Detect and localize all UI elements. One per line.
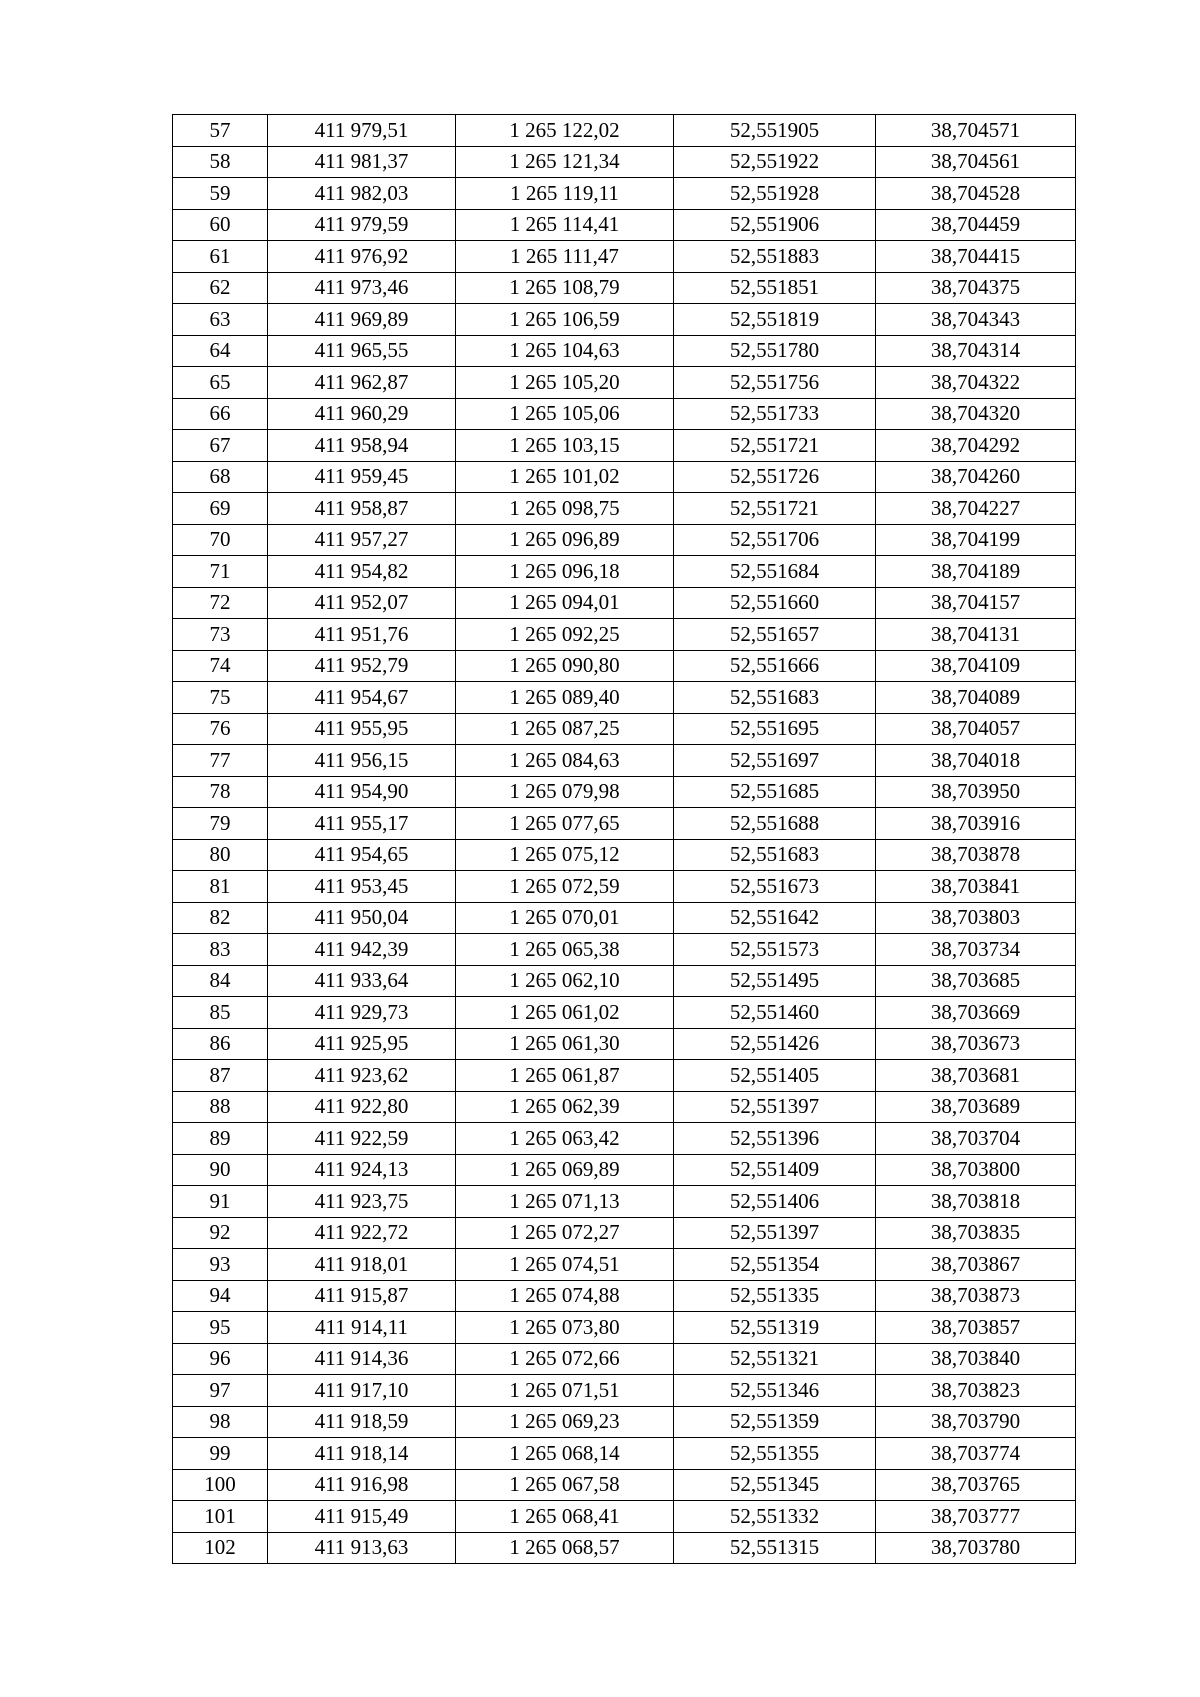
point-number-cell: 59 bbox=[173, 178, 268, 210]
longitude-cell: 38,703704 bbox=[876, 1123, 1076, 1155]
point-number-cell: 89 bbox=[173, 1123, 268, 1155]
x-coordinate-cell: 411 922,59 bbox=[268, 1123, 456, 1155]
y-coordinate-cell: 1 265 111,47 bbox=[456, 241, 674, 273]
y-coordinate-cell: 1 265 073,80 bbox=[456, 1312, 674, 1344]
longitude-cell: 38,703765 bbox=[876, 1469, 1076, 1501]
y-coordinate-cell: 1 265 068,57 bbox=[456, 1532, 674, 1564]
x-coordinate-cell: 411 956,15 bbox=[268, 745, 456, 777]
x-coordinate-cell: 411 955,17 bbox=[268, 808, 456, 840]
point-number-cell: 76 bbox=[173, 713, 268, 745]
table-row bbox=[173, 304, 1076, 336]
x-coordinate-cell: 411 916,98 bbox=[268, 1469, 456, 1501]
latitude-cell: 52,551406 bbox=[674, 1186, 876, 1218]
point-number-cell: 74 bbox=[173, 650, 268, 682]
y-coordinate-cell: 1 265 092,25 bbox=[456, 619, 674, 651]
table-row bbox=[173, 1028, 1076, 1060]
latitude-cell: 52,551657 bbox=[674, 619, 876, 651]
table-row bbox=[173, 1532, 1076, 1564]
longitude-cell: 38,704561 bbox=[876, 146, 1076, 178]
x-coordinate-cell: 411 942,39 bbox=[268, 934, 456, 966]
y-coordinate-cell: 1 265 072,59 bbox=[456, 871, 674, 903]
x-coordinate-cell: 411 929,73 bbox=[268, 997, 456, 1029]
longitude-cell: 38,704343 bbox=[876, 304, 1076, 336]
y-coordinate-cell: 1 265 094,01 bbox=[456, 587, 674, 619]
point-number-cell: 68 bbox=[173, 461, 268, 493]
longitude-cell: 38,703840 bbox=[876, 1343, 1076, 1375]
x-coordinate-cell: 411 918,01 bbox=[268, 1249, 456, 1281]
table-row bbox=[173, 619, 1076, 651]
latitude-cell: 52,551642 bbox=[674, 902, 876, 934]
latitude-cell: 52,551683 bbox=[674, 839, 876, 871]
y-coordinate-cell: 1 265 090,80 bbox=[456, 650, 674, 682]
y-coordinate-cell: 1 265 071,51 bbox=[456, 1375, 674, 1407]
point-number-cell: 98 bbox=[173, 1406, 268, 1438]
x-coordinate-cell: 411 981,37 bbox=[268, 146, 456, 178]
x-coordinate-cell: 411 914,36 bbox=[268, 1343, 456, 1375]
y-coordinate-cell: 1 265 067,58 bbox=[456, 1469, 674, 1501]
table-row bbox=[173, 1123, 1076, 1155]
point-number-cell: 86 bbox=[173, 1028, 268, 1060]
longitude-cell: 38,703780 bbox=[876, 1532, 1076, 1564]
longitude-cell: 38,704375 bbox=[876, 272, 1076, 304]
y-coordinate-cell: 1 265 106,59 bbox=[456, 304, 674, 336]
table-row bbox=[173, 146, 1076, 178]
y-coordinate-cell: 1 265 084,63 bbox=[456, 745, 674, 777]
longitude-cell: 38,703950 bbox=[876, 776, 1076, 808]
table-row bbox=[173, 1343, 1076, 1375]
table-row bbox=[173, 839, 1076, 871]
y-coordinate-cell: 1 265 108,79 bbox=[456, 272, 674, 304]
latitude-cell: 52,551819 bbox=[674, 304, 876, 336]
longitude-cell: 38,703673 bbox=[876, 1028, 1076, 1060]
latitude-cell: 52,551409 bbox=[674, 1154, 876, 1186]
table-row bbox=[173, 1249, 1076, 1281]
latitude-cell: 52,551405 bbox=[674, 1060, 876, 1092]
point-number-cell: 82 bbox=[173, 902, 268, 934]
longitude-cell: 38,704528 bbox=[876, 178, 1076, 210]
y-coordinate-cell: 1 265 119,11 bbox=[456, 178, 674, 210]
x-coordinate-cell: 411 953,45 bbox=[268, 871, 456, 903]
table-row bbox=[173, 776, 1076, 808]
y-coordinate-cell: 1 265 063,42 bbox=[456, 1123, 674, 1155]
x-coordinate-cell: 411 958,87 bbox=[268, 493, 456, 525]
table-row bbox=[173, 934, 1076, 966]
latitude-cell: 52,551321 bbox=[674, 1343, 876, 1375]
latitude-cell: 52,551359 bbox=[674, 1406, 876, 1438]
latitude-cell: 52,551733 bbox=[674, 398, 876, 430]
y-coordinate-cell: 1 265 121,34 bbox=[456, 146, 674, 178]
table-row bbox=[173, 209, 1076, 241]
y-coordinate-cell: 1 265 070,01 bbox=[456, 902, 674, 934]
longitude-cell: 38,703777 bbox=[876, 1501, 1076, 1533]
point-number-cell: 87 bbox=[173, 1060, 268, 1092]
x-coordinate-cell: 411 925,95 bbox=[268, 1028, 456, 1060]
point-number-cell: 80 bbox=[173, 839, 268, 871]
x-coordinate-cell: 411 955,95 bbox=[268, 713, 456, 745]
x-coordinate-cell: 411 954,67 bbox=[268, 682, 456, 714]
longitude-cell: 38,703818 bbox=[876, 1186, 1076, 1218]
longitude-cell: 38,704089 bbox=[876, 682, 1076, 714]
point-number-cell: 65 bbox=[173, 367, 268, 399]
y-coordinate-cell: 1 265 114,41 bbox=[456, 209, 674, 241]
table-row bbox=[173, 524, 1076, 556]
point-number-cell: 64 bbox=[173, 335, 268, 367]
point-number-cell: 67 bbox=[173, 430, 268, 462]
longitude-cell: 38,704571 bbox=[876, 115, 1076, 147]
x-coordinate-cell: 411 979,51 bbox=[268, 115, 456, 147]
latitude-cell: 52,551666 bbox=[674, 650, 876, 682]
table-row bbox=[173, 965, 1076, 997]
y-coordinate-cell: 1 265 077,65 bbox=[456, 808, 674, 840]
x-coordinate-cell: 411 973,46 bbox=[268, 272, 456, 304]
y-coordinate-cell: 1 265 072,27 bbox=[456, 1217, 674, 1249]
y-coordinate-cell: 1 265 062,39 bbox=[456, 1091, 674, 1123]
y-coordinate-cell: 1 265 089,40 bbox=[456, 682, 674, 714]
latitude-cell: 52,551683 bbox=[674, 682, 876, 714]
y-coordinate-cell: 1 265 075,12 bbox=[456, 839, 674, 871]
point-number-cell: 96 bbox=[173, 1343, 268, 1375]
y-coordinate-cell: 1 265 079,98 bbox=[456, 776, 674, 808]
table-row bbox=[173, 1438, 1076, 1470]
x-coordinate-cell: 411 913,63 bbox=[268, 1532, 456, 1564]
x-coordinate-cell: 411 951,76 bbox=[268, 619, 456, 651]
x-coordinate-cell: 411 979,59 bbox=[268, 209, 456, 241]
point-number-cell: 84 bbox=[173, 965, 268, 997]
latitude-cell: 52,551905 bbox=[674, 115, 876, 147]
x-coordinate-cell: 411 982,03 bbox=[268, 178, 456, 210]
y-coordinate-cell: 1 265 065,38 bbox=[456, 934, 674, 966]
y-coordinate-cell: 1 265 104,63 bbox=[456, 335, 674, 367]
point-number-cell: 70 bbox=[173, 524, 268, 556]
point-number-cell: 75 bbox=[173, 682, 268, 714]
y-coordinate-cell: 1 265 074,51 bbox=[456, 1249, 674, 1281]
point-number-cell: 85 bbox=[173, 997, 268, 1029]
point-number-cell: 79 bbox=[173, 808, 268, 840]
y-coordinate-cell: 1 265 096,18 bbox=[456, 556, 674, 588]
table-row bbox=[173, 1406, 1076, 1438]
y-coordinate-cell: 1 265 069,89 bbox=[456, 1154, 674, 1186]
latitude-cell: 52,551883 bbox=[674, 241, 876, 273]
latitude-cell: 52,551726 bbox=[674, 461, 876, 493]
longitude-cell: 38,704057 bbox=[876, 713, 1076, 745]
table-row bbox=[173, 1217, 1076, 1249]
point-number-cell: 63 bbox=[173, 304, 268, 336]
x-coordinate-cell: 411 962,87 bbox=[268, 367, 456, 399]
longitude-cell: 38,703835 bbox=[876, 1217, 1076, 1249]
point-number-cell: 72 bbox=[173, 587, 268, 619]
point-number-cell: 73 bbox=[173, 619, 268, 651]
latitude-cell: 52,551573 bbox=[674, 934, 876, 966]
latitude-cell: 52,551906 bbox=[674, 209, 876, 241]
table-row bbox=[173, 241, 1076, 273]
table-row bbox=[173, 1501, 1076, 1533]
latitude-cell: 52,551345 bbox=[674, 1469, 876, 1501]
point-number-cell: 83 bbox=[173, 934, 268, 966]
x-coordinate-cell: 411 923,62 bbox=[268, 1060, 456, 1092]
x-coordinate-cell: 411 965,55 bbox=[268, 335, 456, 367]
point-number-cell: 77 bbox=[173, 745, 268, 777]
point-number-cell: 94 bbox=[173, 1280, 268, 1312]
point-number-cell: 61 bbox=[173, 241, 268, 273]
longitude-cell: 38,703857 bbox=[876, 1312, 1076, 1344]
point-number-cell: 60 bbox=[173, 209, 268, 241]
y-coordinate-cell: 1 265 071,13 bbox=[456, 1186, 674, 1218]
point-number-cell: 101 bbox=[173, 1501, 268, 1533]
table-row bbox=[173, 493, 1076, 525]
longitude-cell: 38,704459 bbox=[876, 209, 1076, 241]
y-coordinate-cell: 1 265 101,02 bbox=[456, 461, 674, 493]
longitude-cell: 38,703878 bbox=[876, 839, 1076, 871]
longitude-cell: 38,704157 bbox=[876, 587, 1076, 619]
table-row bbox=[173, 587, 1076, 619]
x-coordinate-cell: 411 915,49 bbox=[268, 1501, 456, 1533]
latitude-cell: 52,551319 bbox=[674, 1312, 876, 1344]
longitude-cell: 38,703867 bbox=[876, 1249, 1076, 1281]
longitude-cell: 38,704109 bbox=[876, 650, 1076, 682]
x-coordinate-cell: 411 914,11 bbox=[268, 1312, 456, 1344]
x-coordinate-cell: 411 922,72 bbox=[268, 1217, 456, 1249]
point-number-cell: 91 bbox=[173, 1186, 268, 1218]
y-coordinate-cell: 1 265 096,89 bbox=[456, 524, 674, 556]
x-coordinate-cell: 411 954,82 bbox=[268, 556, 456, 588]
y-coordinate-cell: 1 265 068,14 bbox=[456, 1438, 674, 1470]
latitude-cell: 52,551460 bbox=[674, 997, 876, 1029]
latitude-cell: 52,551355 bbox=[674, 1438, 876, 1470]
latitude-cell: 52,551851 bbox=[674, 272, 876, 304]
longitude-cell: 38,703916 bbox=[876, 808, 1076, 840]
longitude-cell: 38,704227 bbox=[876, 493, 1076, 525]
longitude-cell: 38,703790 bbox=[876, 1406, 1076, 1438]
point-number-cell: 100 bbox=[173, 1469, 268, 1501]
latitude-cell: 52,551684 bbox=[674, 556, 876, 588]
latitude-cell: 52,551346 bbox=[674, 1375, 876, 1407]
table-row bbox=[173, 461, 1076, 493]
y-coordinate-cell: 1 265 069,23 bbox=[456, 1406, 674, 1438]
table-row bbox=[173, 902, 1076, 934]
y-coordinate-cell: 1 265 122,02 bbox=[456, 115, 674, 147]
latitude-cell: 52,551721 bbox=[674, 493, 876, 525]
latitude-cell: 52,551697 bbox=[674, 745, 876, 777]
table-row bbox=[173, 1060, 1076, 1092]
x-coordinate-cell: 411 950,04 bbox=[268, 902, 456, 934]
longitude-cell: 38,703669 bbox=[876, 997, 1076, 1029]
longitude-cell: 38,704322 bbox=[876, 367, 1076, 399]
longitude-cell: 38,704199 bbox=[876, 524, 1076, 556]
latitude-cell: 52,551397 bbox=[674, 1091, 876, 1123]
table-row bbox=[173, 1312, 1076, 1344]
longitude-cell: 38,704189 bbox=[876, 556, 1076, 588]
latitude-cell: 52,551922 bbox=[674, 146, 876, 178]
latitude-cell: 52,551706 bbox=[674, 524, 876, 556]
table-row bbox=[173, 272, 1076, 304]
latitude-cell: 52,551396 bbox=[674, 1123, 876, 1155]
longitude-cell: 38,703823 bbox=[876, 1375, 1076, 1407]
x-coordinate-cell: 411 933,64 bbox=[268, 965, 456, 997]
y-coordinate-cell: 1 265 074,88 bbox=[456, 1280, 674, 1312]
latitude-cell: 52,551315 bbox=[674, 1532, 876, 1564]
table-row bbox=[173, 335, 1076, 367]
table-row bbox=[173, 808, 1076, 840]
y-coordinate-cell: 1 265 098,75 bbox=[456, 493, 674, 525]
y-coordinate-cell: 1 265 061,87 bbox=[456, 1060, 674, 1092]
longitude-cell: 38,703681 bbox=[876, 1060, 1076, 1092]
x-coordinate-cell: 411 923,75 bbox=[268, 1186, 456, 1218]
table-row bbox=[173, 1154, 1076, 1186]
longitude-cell: 38,704131 bbox=[876, 619, 1076, 651]
latitude-cell: 52,551335 bbox=[674, 1280, 876, 1312]
point-number-cell: 78 bbox=[173, 776, 268, 808]
x-coordinate-cell: 411 952,79 bbox=[268, 650, 456, 682]
x-coordinate-cell: 411 918,14 bbox=[268, 1438, 456, 1470]
latitude-cell: 52,551660 bbox=[674, 587, 876, 619]
point-number-cell: 88 bbox=[173, 1091, 268, 1123]
y-coordinate-cell: 1 265 105,06 bbox=[456, 398, 674, 430]
table-row bbox=[173, 745, 1076, 777]
table-row bbox=[173, 556, 1076, 588]
latitude-cell: 52,551780 bbox=[674, 335, 876, 367]
longitude-cell: 38,703800 bbox=[876, 1154, 1076, 1186]
longitude-cell: 38,703689 bbox=[876, 1091, 1076, 1123]
table-row bbox=[173, 713, 1076, 745]
coordinates-table bbox=[172, 114, 1076, 1564]
x-coordinate-cell: 411 915,87 bbox=[268, 1280, 456, 1312]
x-coordinate-cell: 411 918,59 bbox=[268, 1406, 456, 1438]
table-row bbox=[173, 430, 1076, 462]
x-coordinate-cell: 411 957,27 bbox=[268, 524, 456, 556]
latitude-cell: 52,551688 bbox=[674, 808, 876, 840]
y-coordinate-cell: 1 265 061,30 bbox=[456, 1028, 674, 1060]
y-coordinate-cell: 1 265 072,66 bbox=[456, 1343, 674, 1375]
longitude-cell: 38,704314 bbox=[876, 335, 1076, 367]
latitude-cell: 52,551928 bbox=[674, 178, 876, 210]
table-row bbox=[173, 178, 1076, 210]
point-number-cell: 71 bbox=[173, 556, 268, 588]
latitude-cell: 52,551756 bbox=[674, 367, 876, 399]
table-row bbox=[173, 367, 1076, 399]
table-row bbox=[173, 1469, 1076, 1501]
point-number-cell: 69 bbox=[173, 493, 268, 525]
point-number-cell: 93 bbox=[173, 1249, 268, 1281]
point-number-cell: 97 bbox=[173, 1375, 268, 1407]
table-row bbox=[173, 1280, 1076, 1312]
latitude-cell: 52,551426 bbox=[674, 1028, 876, 1060]
latitude-cell: 52,551685 bbox=[674, 776, 876, 808]
x-coordinate-cell: 411 954,65 bbox=[268, 839, 456, 871]
table-row bbox=[173, 398, 1076, 430]
longitude-cell: 38,703841 bbox=[876, 871, 1076, 903]
longitude-cell: 38,704415 bbox=[876, 241, 1076, 273]
table-row bbox=[173, 115, 1076, 147]
longitude-cell: 38,703734 bbox=[876, 934, 1076, 966]
y-coordinate-cell: 1 265 061,02 bbox=[456, 997, 674, 1029]
latitude-cell: 52,551695 bbox=[674, 713, 876, 745]
y-coordinate-cell: 1 265 103,15 bbox=[456, 430, 674, 462]
longitude-cell: 38,703774 bbox=[876, 1438, 1076, 1470]
latitude-cell: 52,551332 bbox=[674, 1501, 876, 1533]
table-row bbox=[173, 1091, 1076, 1123]
x-coordinate-cell: 411 917,10 bbox=[268, 1375, 456, 1407]
point-number-cell: 62 bbox=[173, 272, 268, 304]
x-coordinate-cell: 411 952,07 bbox=[268, 587, 456, 619]
latitude-cell: 52,551397 bbox=[674, 1217, 876, 1249]
longitude-cell: 38,704260 bbox=[876, 461, 1076, 493]
y-coordinate-cell: 1 265 062,10 bbox=[456, 965, 674, 997]
coordinates-table-body bbox=[173, 115, 1076, 1564]
y-coordinate-cell: 1 265 087,25 bbox=[456, 713, 674, 745]
point-number-cell: 99 bbox=[173, 1438, 268, 1470]
point-number-cell: 92 bbox=[173, 1217, 268, 1249]
point-number-cell: 102 bbox=[173, 1532, 268, 1564]
table-row bbox=[173, 682, 1076, 714]
longitude-cell: 38,704292 bbox=[876, 430, 1076, 462]
table-row bbox=[173, 1375, 1076, 1407]
longitude-cell: 38,703803 bbox=[876, 902, 1076, 934]
latitude-cell: 52,551495 bbox=[674, 965, 876, 997]
table-row bbox=[173, 650, 1076, 682]
y-coordinate-cell: 1 265 105,20 bbox=[456, 367, 674, 399]
longitude-cell: 38,703873 bbox=[876, 1280, 1076, 1312]
table-row bbox=[173, 1186, 1076, 1218]
x-coordinate-cell: 411 969,89 bbox=[268, 304, 456, 336]
x-coordinate-cell: 411 954,90 bbox=[268, 776, 456, 808]
latitude-cell: 52,551673 bbox=[674, 871, 876, 903]
point-number-cell: 57 bbox=[173, 115, 268, 147]
x-coordinate-cell: 411 976,92 bbox=[268, 241, 456, 273]
longitude-cell: 38,704018 bbox=[876, 745, 1076, 777]
latitude-cell: 52,551721 bbox=[674, 430, 876, 462]
point-number-cell: 90 bbox=[173, 1154, 268, 1186]
point-number-cell: 81 bbox=[173, 871, 268, 903]
point-number-cell: 66 bbox=[173, 398, 268, 430]
x-coordinate-cell: 411 924,13 bbox=[268, 1154, 456, 1186]
table-row bbox=[173, 997, 1076, 1029]
table-row bbox=[173, 871, 1076, 903]
x-coordinate-cell: 411 960,29 bbox=[268, 398, 456, 430]
latitude-cell: 52,551354 bbox=[674, 1249, 876, 1281]
y-coordinate-cell: 1 265 068,41 bbox=[456, 1501, 674, 1533]
x-coordinate-cell: 411 958,94 bbox=[268, 430, 456, 462]
point-number-cell: 95 bbox=[173, 1312, 268, 1344]
longitude-cell: 38,703685 bbox=[876, 965, 1076, 997]
point-number-cell: 58 bbox=[173, 146, 268, 178]
longitude-cell: 38,704320 bbox=[876, 398, 1076, 430]
x-coordinate-cell: 411 959,45 bbox=[268, 461, 456, 493]
x-coordinate-cell: 411 922,80 bbox=[268, 1091, 456, 1123]
